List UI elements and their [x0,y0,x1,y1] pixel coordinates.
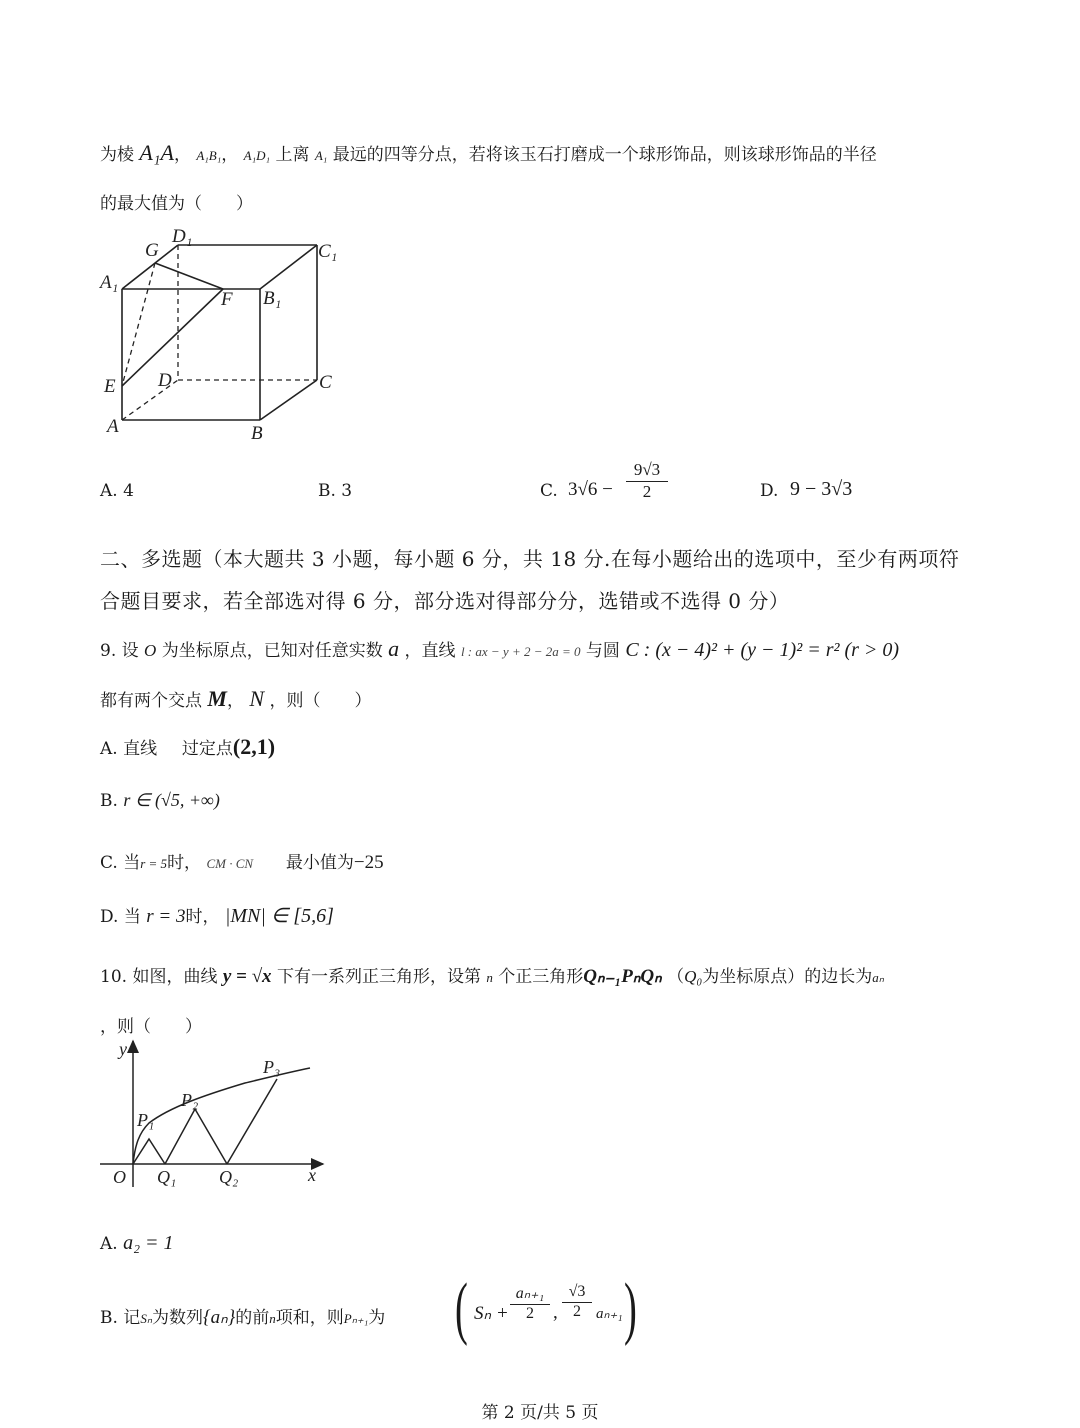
edge-a1d1: A₁D₁ [243,148,271,163]
q8-option-a: A. 4 [100,481,134,501]
b-expr-sn: Sₙ + [474,1303,509,1324]
origin-o: O [144,641,157,660]
cond-r3: r = 3 [146,906,186,927]
q10-option-b: B. 记Sₙ为数列{aₙ}的前n项和，则Pₙ₊₁为 [100,1307,386,1328]
segment-g-e-hidden [122,263,155,386]
sqrt-curve-figure [95,1035,335,1195]
label-g: G [145,240,159,261]
circle-equation: C : (x − 4)² + (y − 1)² = r² (r > 0) [625,639,900,661]
point-a1: A₁ [314,148,328,163]
fraction-denominator: 2 [642,482,652,501]
fixed-point: (2,1) [232,734,276,759]
label-c1: C₁ [318,241,338,262]
label-f: F [221,289,233,310]
label-d1: D₁ [172,226,193,247]
vector-dot-product: CM · CN [206,856,254,871]
edge-b-c [260,380,317,420]
label-a1: A₁ [100,272,119,293]
label-x: x [308,1165,316,1185]
range-r: r ∈ (√5, +∞) [123,790,220,810]
cube-figure [95,222,355,452]
curve-equation: y = √x [222,966,272,987]
fraction-numerator: 9√3 [633,460,661,479]
sequence-an: {aₙ} [203,1307,236,1328]
q8-option-c-expr: 3√6 − [568,479,613,500]
q8-option-c-label: C. [540,481,558,501]
q10-option-a: A. a₂ = 1 [100,1232,174,1254]
q9-option-c: C. 当r = 5时， CM · CN 最小值为−25 [100,852,384,873]
q10-line-2: ，则（ ） [100,1017,202,1037]
q8-option-d-expr: 9 − 3√3 [790,478,853,500]
label-c: C [319,372,332,393]
paren-left: ( [455,1270,468,1347]
label-y: y [119,1039,127,1059]
q9-option-d: D. 当 r = 3时， |MN| ∈ [5,6] [100,905,334,927]
label-d: D [158,370,172,391]
q8-option-c-fraction [624,460,670,502]
line-equation: l : ax − y + 2 − 2a = 0 [460,644,581,659]
q9-line-2: 都有两个交点 M， N ，则（ ） [100,686,372,711]
section-2-line-2: 合题目要求，若全部选对得 6 分，部分选对得部分分，选错或不选得 0 分） [100,589,790,613]
b-tail-an1: aₙ₊₁ [596,1306,623,1322]
min-value: −25 [353,852,384,873]
edge-a1a: A₁A [139,140,174,165]
q9-line-1: 9. 设 O 为坐标原点，已知对任意实数 a ，直线 l : ax − y + 2 − 2a = 0 与圆 C : (x − 4)² + (y − 1)² = r² (r > 0) [100,636,900,661]
q9-option-b: B. r ∈ (√5, +∞) [100,790,220,811]
b-comma: , [553,1302,558,1323]
mn-range: |MN| ∈ [5,6] [224,905,334,927]
a2-expr: a₂ = 1 [123,1232,174,1254]
label-b1: B₁ [263,288,282,309]
label-b: B [251,423,263,444]
page-number: 第 2 页/共 5 页 [481,1403,599,1423]
segment-e-f [122,289,223,386]
q8-line-1: 为棱 A₁A， A₁B₁， A₁D₁ 上离 A₁ 最远的四等分点，若将该玉石打磨成一个球形饰品，则该球形饰品的半径 [100,140,877,165]
fraction-2: √3 2 [560,1283,594,1321]
edge-a1b1: A₁B₁ [196,148,222,163]
label-o: O [113,1167,126,1187]
sqrt-curve [133,1068,310,1164]
a-n: aₙ [872,970,884,985]
section-2-line-1: 二、多选题（本大题共 3 小题，每小题 6 分，共 18 分.在每小题给出的选项中，至少有两项符 [100,547,960,571]
s-n: Sₙ [140,1311,152,1326]
label-p1: P₁ [137,1110,155,1130]
cond-r5: r = 5 [140,856,168,871]
paren-right: ) [624,1270,637,1347]
segment-g-f [155,263,223,289]
var-n: n [486,970,493,985]
q9-option-a: A. 直线 过定点(2,1) [100,734,276,759]
label-a: A [107,416,119,437]
label-p3: P₃ [263,1057,281,1077]
label-q1: Q₁ [157,1167,177,1187]
label-q2: Q₂ [219,1167,239,1187]
triangle-2 [165,1109,227,1164]
triangle-3-edge [227,1079,277,1164]
edge-b1-c1 [260,245,317,289]
q8-option-d-label: D. [760,481,779,501]
point-n: N [249,686,265,711]
q10-line-1: 10. 如图，曲线 y = √x 下有一系列正三角形，设第 n 个正三角形Qₙ₋₁PₙQₙ （Q₀为坐标原点）的边长为aₙ [100,966,884,987]
var-n-b: n [269,1311,276,1326]
q0: Q₀ [684,967,703,986]
triangle-3-hidden [227,1085,323,1164]
fraction-1: aₙ₊₁ 2 [508,1283,552,1323]
q8-option-b: B. 3 [318,481,353,501]
point-m: M [207,686,227,711]
var-a: a [388,636,400,661]
p-n-plus-1: Pₙ₊₁ [343,1311,369,1326]
q8-line-2: 的最大值为（ ） [100,194,253,214]
triangle-name: Qₙ₋₁PₙQₙ [583,966,662,987]
label-p2: P₂ [181,1090,199,1110]
label-e: E [104,376,116,397]
